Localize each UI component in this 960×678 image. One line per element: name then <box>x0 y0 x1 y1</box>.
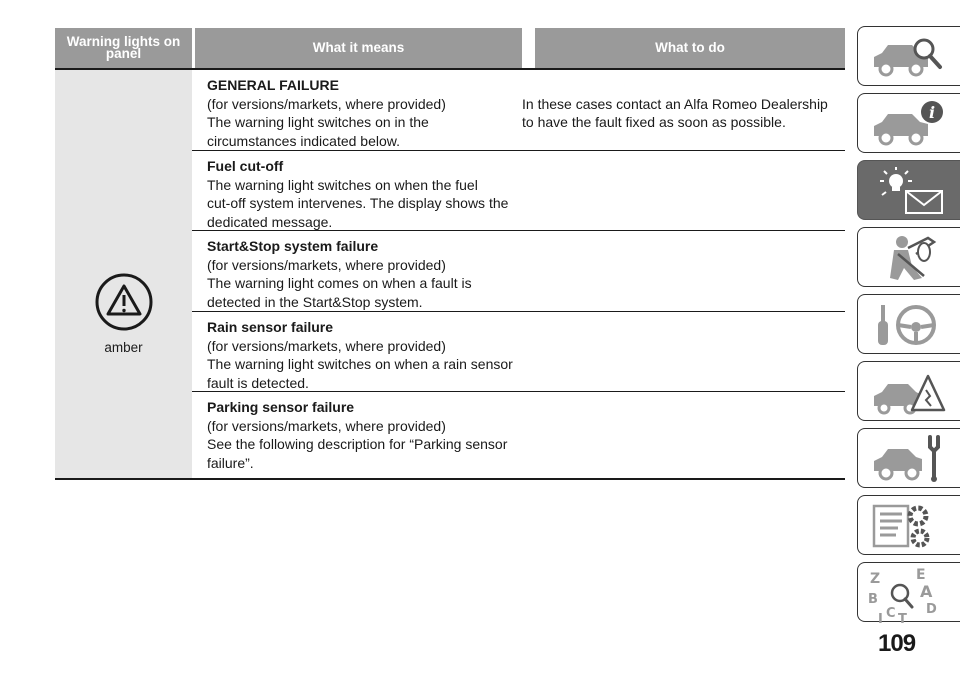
todo-cell <box>522 392 845 478</box>
index-letter: E <box>916 567 926 583</box>
tab-starting-driving[interactable] <box>857 294 960 354</box>
light-color-label: amber <box>104 340 143 355</box>
header-means: What it means <box>195 28 522 68</box>
row-text: detected in the Start&Stop system. <box>207 293 423 310</box>
todo-text: to have the fault fixed as soon as possible. <box>522 114 786 130</box>
car-info-icon <box>868 98 948 150</box>
header-todo: What to do <box>535 28 845 68</box>
todo-cell <box>522 231 845 311</box>
row-text: The warning light switches on when the fuel <box>207 176 478 193</box>
tab-servicing-care[interactable] <box>857 428 960 488</box>
tab-knowing-the-car[interactable] <box>857 26 960 86</box>
row-text: The warning light comes on when a fault is <box>207 275 472 291</box>
svg-text:i: i <box>928 103 936 122</box>
chapter-tabs <box>857 26 960 629</box>
meaning-cell <box>192 231 522 311</box>
row-title: Parking sensor failure <box>207 399 355 415</box>
todo-text: In these cases contact an Alfa Romeo Dealership <box>522 95 828 112</box>
row-title: Fuel cut-off <box>207 158 284 174</box>
index-letter: A <box>920 582 933 601</box>
table-row <box>192 392 845 480</box>
row-text: dedicated message. <box>207 213 333 230</box>
meaning-cell <box>192 392 522 478</box>
specs-gears-icon <box>868 500 948 552</box>
alphabetical-index-icon <box>868 567 948 627</box>
table-bottom-rule <box>55 478 845 480</box>
airbag-seatbelt-icon <box>868 232 948 284</box>
todo-cell <box>522 312 845 391</box>
index-letter: D <box>926 602 937 617</box>
row-text: (for versions/markets, where provided) <box>207 256 446 273</box>
table-header <box>55 28 845 68</box>
row-text: fault is detected. <box>207 374 309 391</box>
row-text: (for versions/markets, where provided) <box>207 337 446 354</box>
row-text: (for versions/markets, where provided) <box>207 417 446 434</box>
tab-technical-specifications[interactable] <box>857 495 960 555</box>
amber-warning-triangle-icon <box>94 272 154 332</box>
index-letter: Z <box>870 571 881 587</box>
row-text: cut-off system intervenes. The display shows the <box>207 195 509 211</box>
index-letter: I <box>878 612 883 627</box>
page-number: 109 <box>878 630 916 657</box>
tab-alphabetical-index[interactable] <box>857 562 960 627</box>
warning-lights-table <box>55 28 845 480</box>
row-text: circumstances indicated below. <box>207 132 400 149</box>
table-row <box>192 231 845 312</box>
tab-knowing-instrument-panel[interactable] <box>857 93 960 153</box>
row-text: (for versions/markets, where provided) <box>207 95 446 112</box>
tab-warning-lights-messages[interactable] <box>857 160 960 220</box>
row-text: failure”. <box>207 454 254 471</box>
row-title: Rain sensor failure <box>207 319 334 335</box>
meaning-cell <box>192 70 522 150</box>
tab-in-an-emergency[interactable] <box>857 361 960 421</box>
table-row <box>192 151 845 231</box>
row-title: GENERAL FAILURE <box>207 77 339 93</box>
table-row <box>192 70 845 151</box>
table-body <box>55 70 845 480</box>
index-letter: B <box>868 592 878 607</box>
warning-light-cell <box>55 70 192 480</box>
row-text: The warning light switches on in the <box>207 114 429 130</box>
table-rows <box>192 70 845 480</box>
row-text: See the following description for “Parking sensor <box>207 436 508 452</box>
row-title: Start&Stop system failure <box>207 238 379 254</box>
index-letter: T <box>898 612 907 627</box>
header-panel: Warning lights on panel <box>55 28 192 68</box>
car-magnifier-icon <box>868 31 948 83</box>
meaning-cell <box>192 151 522 230</box>
row-text: The warning light switches on when a rain sensor <box>207 356 513 372</box>
todo-cell <box>522 70 845 150</box>
index-letter: C <box>886 606 896 621</box>
meaning-cell <box>192 312 522 391</box>
key-steering-wheel-icon <box>868 299 948 351</box>
car-wrench-icon <box>868 433 948 485</box>
table-row <box>192 312 845 392</box>
todo-cell <box>522 151 845 230</box>
warning-light-message-icon <box>868 165 948 217</box>
tab-safety[interactable] <box>857 227 960 287</box>
car-emergency-icon <box>868 366 948 418</box>
